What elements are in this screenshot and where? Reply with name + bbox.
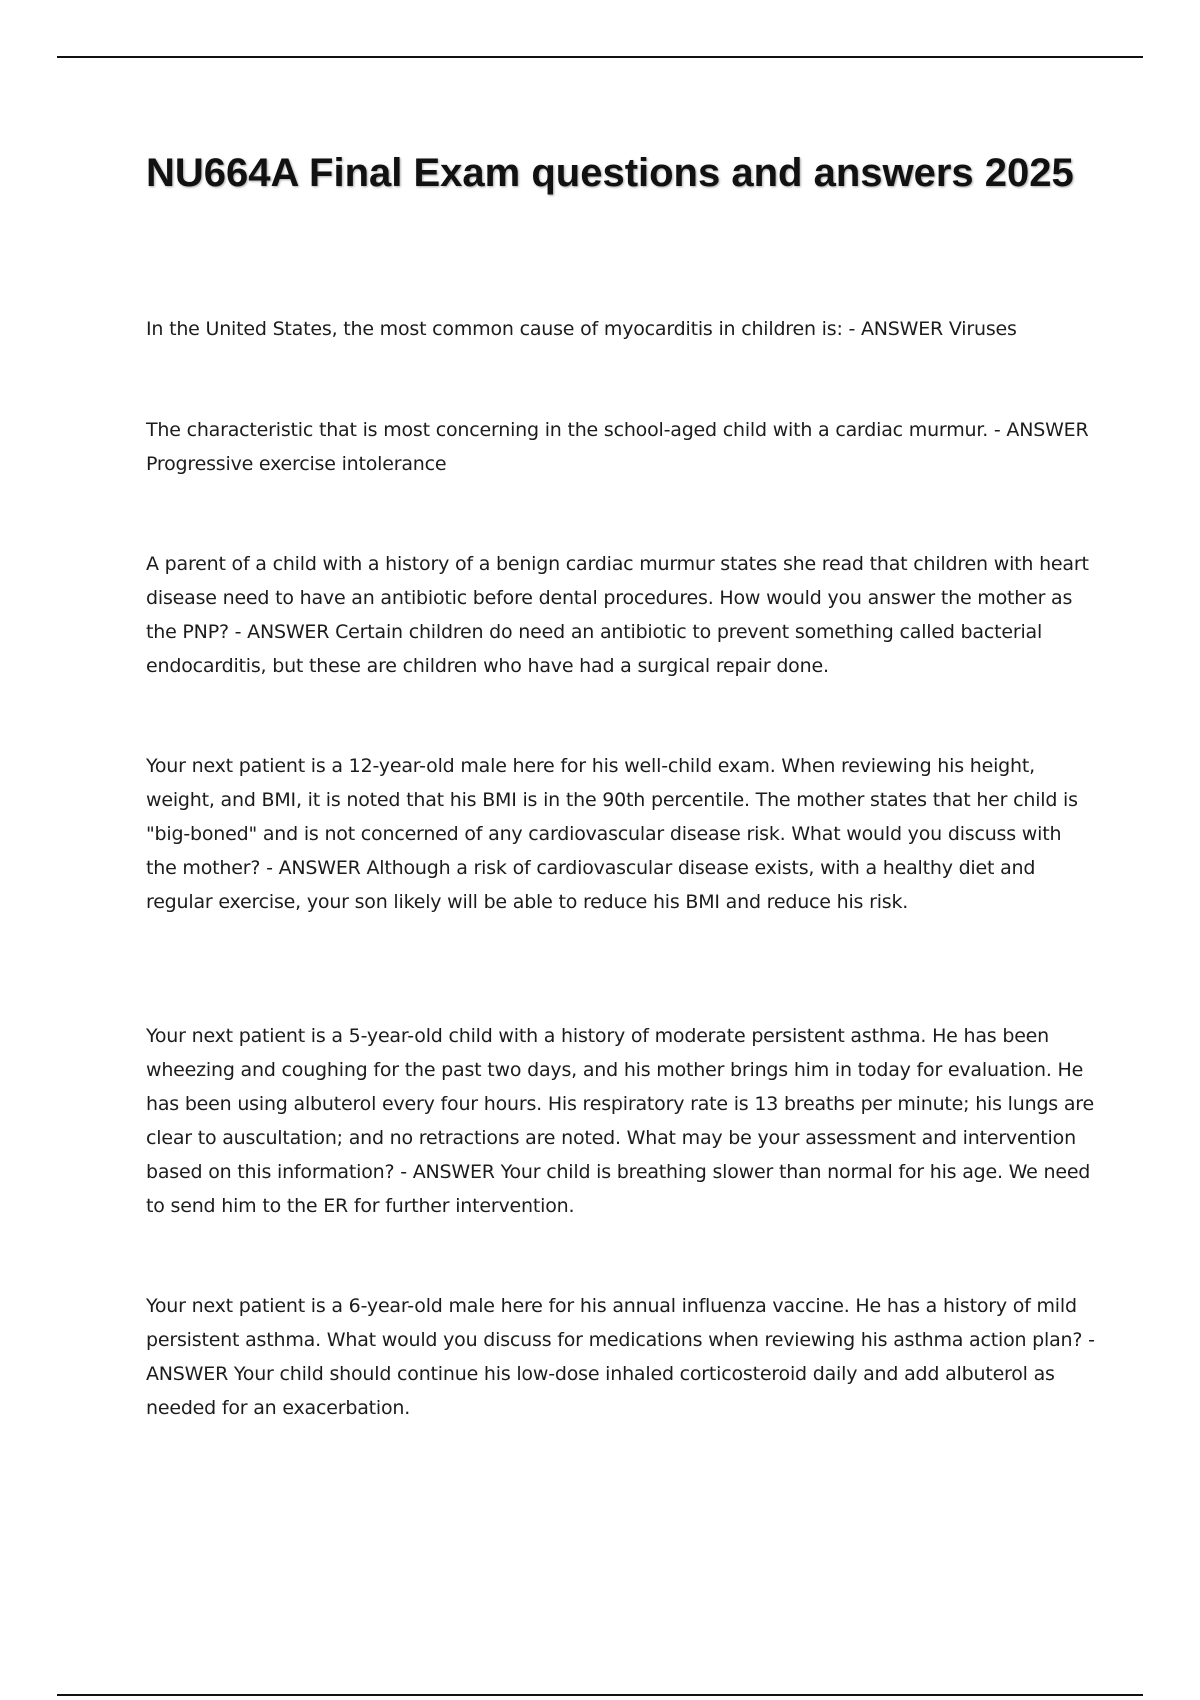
qa-item: [146, 749, 1096, 919]
question-text: Your next patient is a 12-year-old male here for his well-child exam. When reviewing his height, weight, and BMI, it is noted that his BMI is in the 90th percentile. The mother states that her child is "big-boned" and is not concerned of any cardiovascular disease risk. What would you discuss with the mother?: [146, 755, 1078, 879]
answer-text: Certain children do need an antibiotic to prevent something called bacterial endocarditis, but these are children who have had a surgical repair done.: [146, 621, 1043, 677]
answer-separator: - ANSWER: [988, 419, 1089, 441]
top-divider: [57, 56, 1143, 58]
qa-item: [146, 1019, 1096, 1223]
question-text: A parent of a child with a history of a benign cardiac murmur states she read that children with heart disease need to have an antibiotic before dental procedures. How would you answer the mother as the PNP?: [146, 553, 1089, 643]
answer-separator: - ANSWER: [146, 1329, 1095, 1385]
answer-text: Your child is breathing slower than normal for his age. We need to send him to the ER for further intervention.: [146, 1161, 1091, 1217]
document-title: NU664A Final Exam questions and answers 2025: [146, 151, 1074, 195]
answer-separator: - ANSWER: [260, 857, 367, 879]
question-text: In the United States, the most common cause of myocarditis in children is:: [146, 318, 843, 340]
qa-item: [146, 1289, 1096, 1425]
question-text: Your next patient is a 5-year-old child with a history of moderate persistent asthma. He has been wheezing and coughing for the past two days, and his mother brings him in today for evaluation. He has been using albuterol every four hours. His respiratory rate is 13 breaths per minute; his lungs are clear to auscultation; and no retractions are noted. What may be your assessment and intervention based on this information?: [146, 1025, 1094, 1183]
bottom-divider: [57, 1694, 1143, 1696]
qa-item: [146, 547, 1096, 683]
question-text: Your next patient is a 6-year-old male here for his annual influenza vaccine. He has a history of mild persistent asthma. What would you discuss for medications when reviewing his asthma action plan?: [146, 1295, 1083, 1351]
answer-separator: - ANSWER: [394, 1161, 501, 1183]
answer-text: Progressive exercise intolerance: [146, 453, 447, 475]
answer-text: Your child should continue his low-dose inhaled corticosteroid daily and add albuterol as needed for an exacerbation.: [146, 1363, 1055, 1419]
qa-item: [146, 312, 1096, 346]
qa-item: [146, 413, 1096, 481]
answer-text: Although a risk of cardiovascular disease exists, with a healthy diet and regular exercise, your son likely will be able to reduce his BMI and reduce his risk.: [146, 857, 1036, 913]
question-text: The characteristic that is most concerning in the school-aged child with a cardiac murmur.: [146, 419, 989, 441]
answer-text: Viruses: [948, 318, 1017, 340]
answer-separator: - ANSWER: [842, 318, 949, 340]
answer-separator: - ANSWER: [228, 621, 336, 643]
